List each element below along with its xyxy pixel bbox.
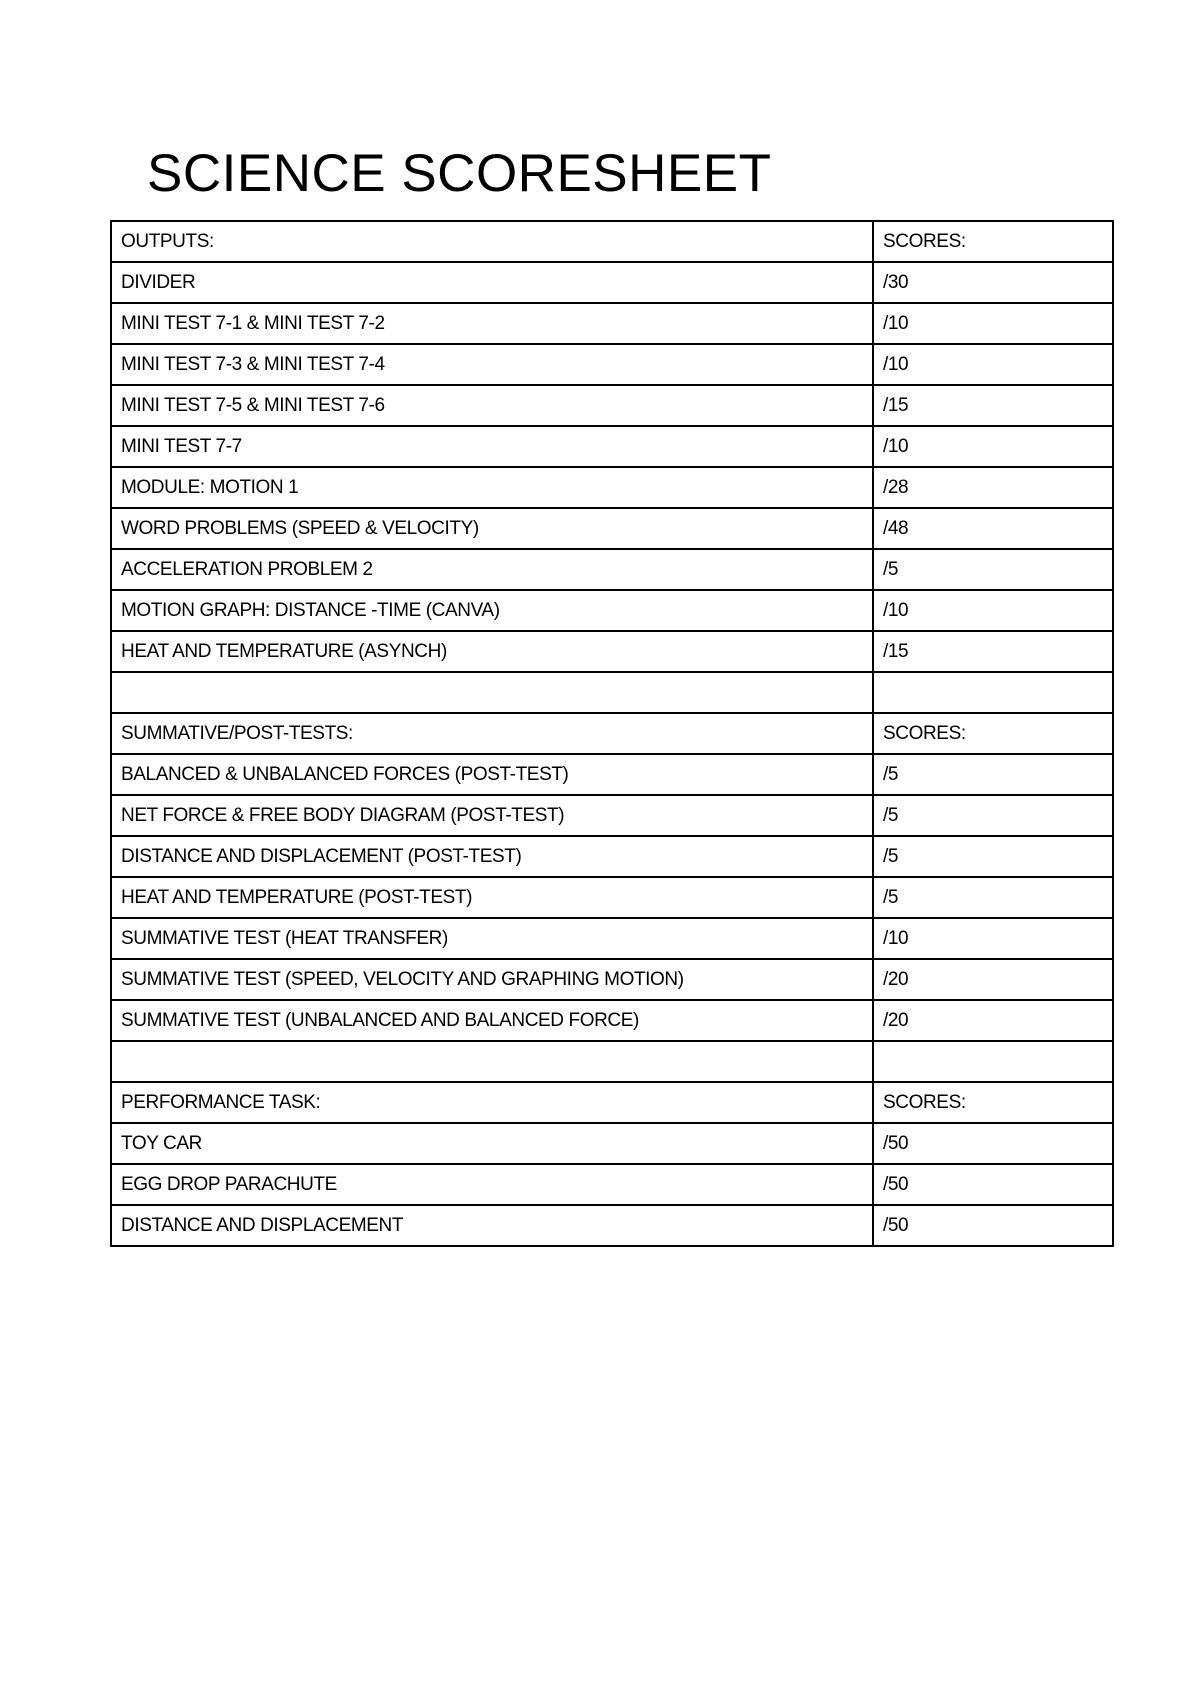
table-row	[111, 1205, 1113, 1246]
item-cell: PERFORMANCE TASK:	[111, 1082, 873, 1123]
scoresheet-table	[110, 220, 1114, 1247]
item-cell: HEAT AND TEMPERATURE (ASYNCH)	[111, 631, 873, 672]
item-cell	[111, 672, 873, 713]
score-cell: /10	[873, 426, 1113, 467]
score-cell: /15	[873, 631, 1113, 672]
score-cell: /30	[873, 262, 1113, 303]
table-row	[111, 631, 1113, 672]
table-row	[111, 672, 1113, 713]
item-cell: BALANCED & UNBALANCED FORCES (POST-TEST)	[111, 754, 873, 795]
item-cell: NET FORCE & FREE BODY DIAGRAM (POST-TEST)	[111, 795, 873, 836]
scoresheet-body	[111, 221, 1113, 1246]
table-row	[111, 385, 1113, 426]
item-cell: ACCELERATION PROBLEM 2	[111, 549, 873, 590]
score-cell: SCORES:	[873, 713, 1113, 754]
item-cell: MINI TEST 7-1 & MINI TEST 7-2	[111, 303, 873, 344]
item-cell: DISTANCE AND DISPLACEMENT (POST-TEST)	[111, 836, 873, 877]
table-row	[111, 1082, 1113, 1123]
table-row	[111, 918, 1113, 959]
score-cell: /20	[873, 959, 1113, 1000]
item-cell: SUMMATIVE/POST-TESTS:	[111, 713, 873, 754]
item-cell: EGG DROP PARACHUTE	[111, 1164, 873, 1205]
item-cell: SUMMATIVE TEST (HEAT TRANSFER)	[111, 918, 873, 959]
table-row	[111, 590, 1113, 631]
score-cell: /15	[873, 385, 1113, 426]
score-cell: /10	[873, 918, 1113, 959]
table-row	[111, 508, 1113, 549]
item-cell: SUMMATIVE TEST (SPEED, VELOCITY AND GRAPHING MOTION)	[111, 959, 873, 1000]
score-cell	[873, 672, 1113, 713]
table-row	[111, 426, 1113, 467]
table-row	[111, 1123, 1113, 1164]
item-cell: OUTPUTS:	[111, 221, 873, 262]
item-cell: TOY CAR	[111, 1123, 873, 1164]
item-cell: MINI TEST 7-5 & MINI TEST 7-6	[111, 385, 873, 426]
item-cell: HEAT AND TEMPERATURE (POST-TEST)	[111, 877, 873, 918]
table-row	[111, 303, 1113, 344]
score-cell: /10	[873, 303, 1113, 344]
table-row	[111, 1041, 1113, 1082]
table-row	[111, 795, 1113, 836]
table-row	[111, 713, 1113, 754]
score-cell: /50	[873, 1205, 1113, 1246]
item-cell: MOTION GRAPH: DISTANCE -TIME (CANVA)	[111, 590, 873, 631]
item-cell: DISTANCE AND DISPLACEMENT	[111, 1205, 873, 1246]
item-cell: MODULE: MOTION 1	[111, 467, 873, 508]
table-row	[111, 1000, 1113, 1041]
score-cell: /10	[873, 344, 1113, 385]
score-cell: /20	[873, 1000, 1113, 1041]
score-cell: /5	[873, 836, 1113, 877]
score-cell: /5	[873, 549, 1113, 590]
table-row	[111, 836, 1113, 877]
score-cell: /5	[873, 795, 1113, 836]
score-cell	[873, 1041, 1113, 1082]
item-cell	[111, 1041, 873, 1082]
item-cell: DIVIDER	[111, 262, 873, 303]
table-row	[111, 549, 1113, 590]
page-title: SCIENCE SCORESHEET	[147, 144, 772, 203]
table-row	[111, 877, 1113, 918]
table-row	[111, 262, 1113, 303]
item-cell: MINI TEST 7-7	[111, 426, 873, 467]
score-cell: SCORES:	[873, 221, 1113, 262]
table-row	[111, 1164, 1113, 1205]
score-cell: /5	[873, 877, 1113, 918]
table-row	[111, 754, 1113, 795]
table-row	[111, 221, 1113, 262]
score-cell: /5	[873, 754, 1113, 795]
item-cell: SUMMATIVE TEST (UNBALANCED AND BALANCED FORCE)	[111, 1000, 873, 1041]
score-cell: /48	[873, 508, 1113, 549]
table-row	[111, 467, 1113, 508]
score-cell: /28	[873, 467, 1113, 508]
score-cell: /50	[873, 1123, 1113, 1164]
table-row	[111, 344, 1113, 385]
score-cell: /10	[873, 590, 1113, 631]
item-cell: WORD PROBLEMS (SPEED & VELOCITY)	[111, 508, 873, 549]
table-row	[111, 959, 1113, 1000]
item-cell: MINI TEST 7-3 & MINI TEST 7-4	[111, 344, 873, 385]
score-cell: /50	[873, 1164, 1113, 1205]
score-cell: SCORES:	[873, 1082, 1113, 1123]
